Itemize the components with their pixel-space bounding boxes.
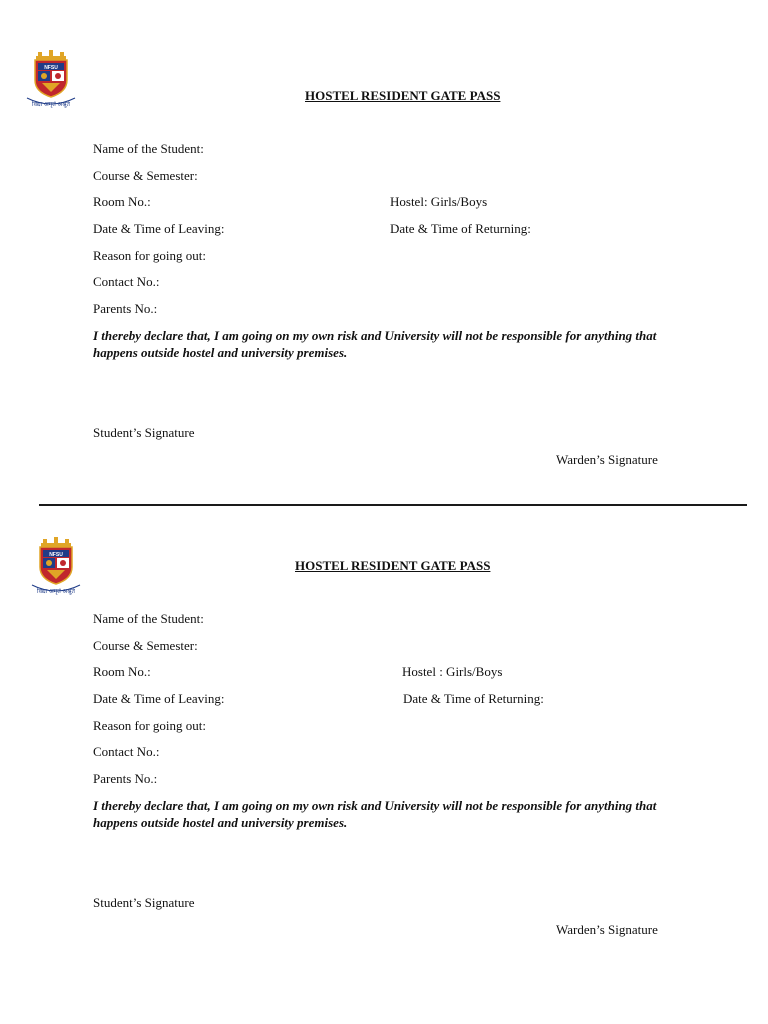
university-crest-icon (27, 537, 85, 597)
university-crest-icon (22, 50, 80, 110)
svg-text:NFSU: NFSU (44, 65, 58, 71)
warden-signature-label: Warden’s Signature (556, 452, 658, 467)
page-title: HOSTEL RESIDENT GATE PASS (305, 88, 501, 103)
warden-signature-label: Warden’s Signature (556, 922, 658, 937)
cut-line-divider (39, 504, 747, 506)
reason-label: Reason for going out: (93, 248, 207, 263)
leaving-datetime-label: Date & Time of Leaving: (93, 221, 225, 236)
student-name-label: Name of the Student: (93, 611, 204, 626)
returning-datetime-label: Date & Time of Returning: (390, 221, 531, 236)
declaration-text: I thereby declare that, I am going on my own risk and University will not be responsible for anything that happens outside hostel and university premises. (93, 798, 657, 830)
svg-text:NFSU: NFSU (49, 552, 63, 558)
course-semester-label: Course & Semester: (93, 638, 198, 653)
room-number-label: Room No.: (93, 664, 151, 679)
parents-number-label: Parents No.: (93, 771, 158, 786)
reason-label: Reason for going out: (93, 718, 207, 733)
declaration-text: I thereby declare that, I am going on my own risk and University will not be responsible for anything that happens outside hostel and university premises. (93, 328, 657, 360)
contact-number-label: Contact No.: (93, 274, 160, 289)
svg-text:विद्या अमृतं अश्नुते: विद्या अमृतं अश्नुते (37, 588, 75, 595)
page-title: HOSTEL RESIDENT GATE PASS (295, 558, 491, 573)
hostel-label: Hostel : Girls/Boys (402, 664, 503, 679)
room-number-label: Room No.: (93, 194, 151, 209)
course-semester-label: Course & Semester: (93, 168, 198, 183)
returning-datetime-label: Date & Time of Returning: (403, 691, 544, 706)
parents-number-label: Parents No.: (93, 301, 158, 316)
student-name-label: Name of the Student: (93, 141, 204, 156)
leaving-datetime-label: Date & Time of Leaving: (93, 691, 225, 706)
student-signature-label: Student’s Signature (93, 895, 195, 910)
hostel-label: Hostel: Girls/Boys (390, 194, 488, 209)
student-signature-label: Student’s Signature (93, 425, 195, 440)
svg-text:विद्या अमृतं अश्नुते: विद्या अमृतं अश्नुते (32, 101, 70, 108)
contact-number-label: Contact No.: (93, 744, 160, 759)
